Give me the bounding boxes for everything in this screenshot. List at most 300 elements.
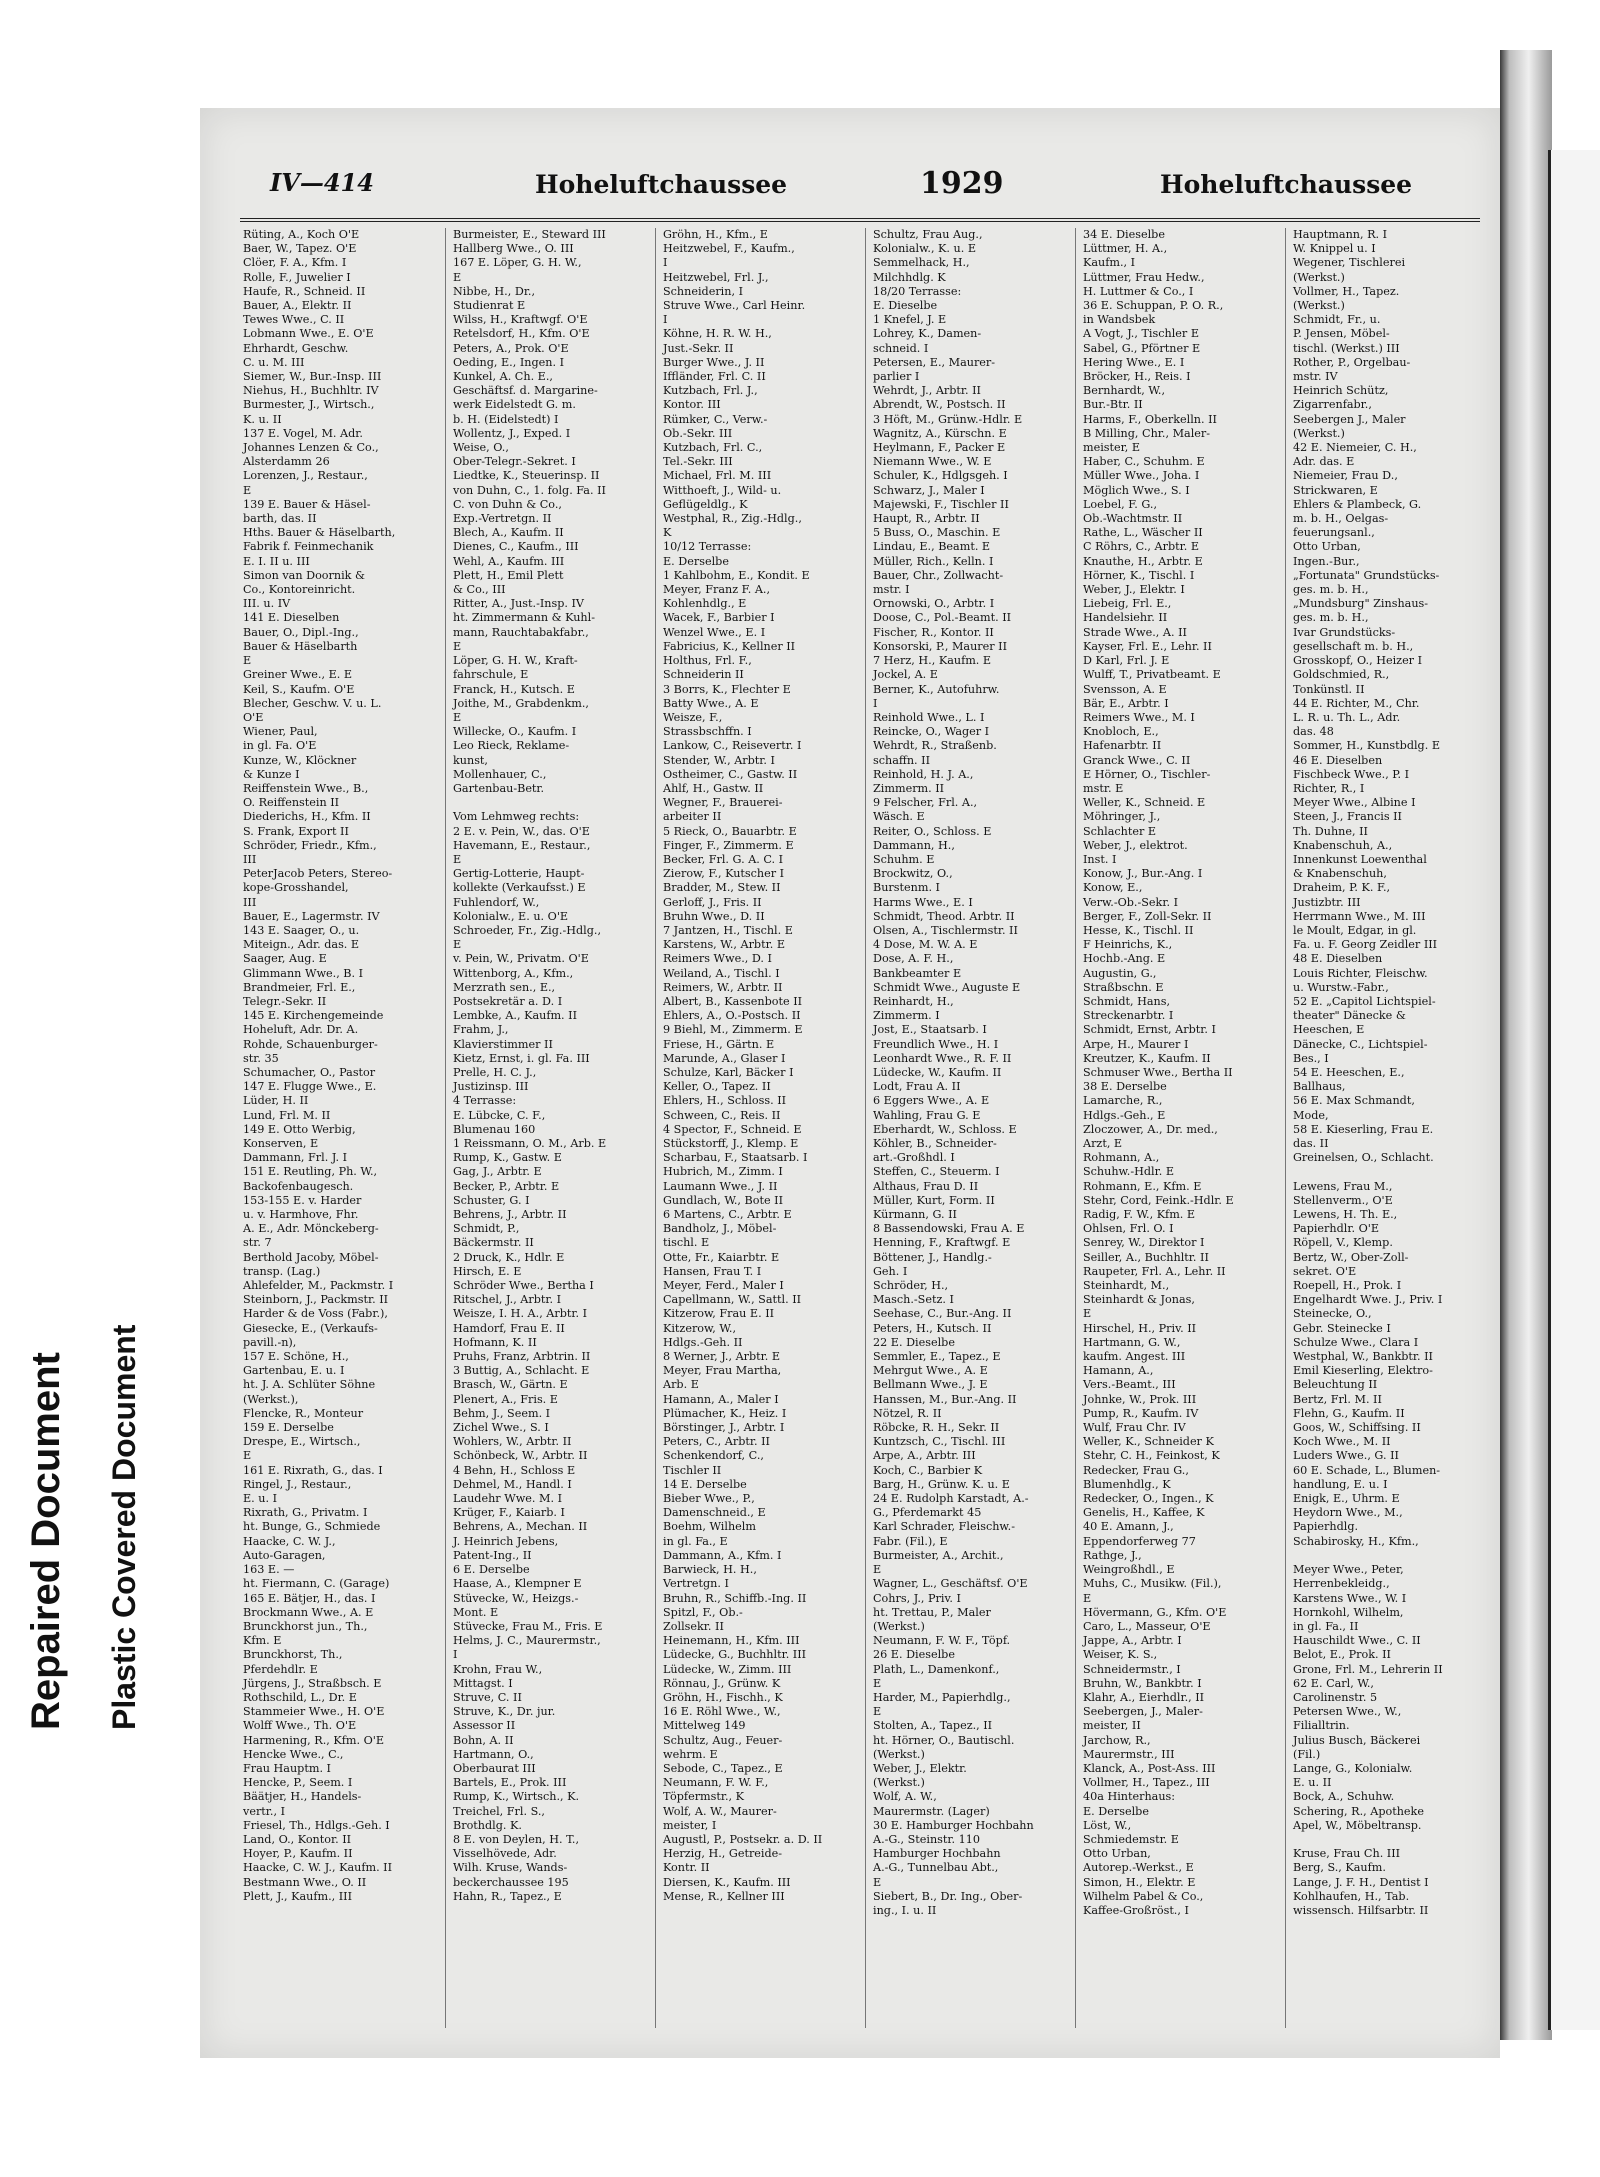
directory-entry-line: Bes., I — [1293, 1051, 1329, 1065]
directory-entry-line: Luders Wwe., G. II — [1293, 1449, 1399, 1463]
directory-entry-line: Mense, R., Kellner III — [663, 1889, 785, 1903]
directory-entry-line: Treichel, Frl. S., — [453, 1804, 545, 1818]
directory-entry-line: Bieber Wwe., P., — [663, 1492, 755, 1506]
directory-entry-line: Eppendorferweg 77 — [1083, 1534, 1196, 1548]
directory-entry-line: Dienes, C., Kaufm., III — [453, 540, 579, 554]
directory-entry-line: Meyer, Ferd., Maler I — [663, 1279, 784, 1293]
directory-entry-line: Liebeig, Frl. E., — [1083, 597, 1172, 611]
directory-entry-line: Glimmann Wwe., B. I — [243, 966, 364, 980]
directory-entry-line: Fuhlendorf, W., — [453, 895, 540, 909]
directory-entry-line: Apel, W., Möbeltransp. — [1293, 1818, 1422, 1832]
directory-entry-line: Brunckhorst, Th., — [243, 1648, 343, 1662]
directory-entry-line: Hornkohl, Wilhelm, — [1293, 1605, 1404, 1619]
directory-entry-line: Handelsiehr. II — [1083, 611, 1168, 625]
directory-entry-line: Klanck, A., Post-Ass. III — [1083, 1761, 1216, 1775]
directory-entry-line: 38 E. Derselbe — [1083, 1080, 1167, 1094]
directory-entry-line: Plümacher, K., Heiz. I — [663, 1406, 787, 1420]
directory-entry-line: Blumenau 160 — [453, 1122, 536, 1136]
directory-entry-line: Friese, H., Gärtn. E — [663, 1037, 775, 1051]
directory-entry-line: Berner, K., Autofuhrw. — [873, 682, 1000, 696]
directory-entry-line: 4 Spector, F., Schneid. E — [663, 1122, 802, 1136]
directory-entry-line: Lorenzen, J., Restaur., — [243, 469, 368, 483]
directory-entry-line: 36 E. Schuppan, P. O. R., — [1083, 299, 1224, 313]
directory-entry-line: Merzrath sen., E., — [453, 980, 556, 994]
directory-entry-line: Plath, L., Damenkonf., — [873, 1662, 1000, 1676]
directory-entry-line: Johannes Lenzen & Co., — [243, 441, 379, 455]
directory-entry-line: Wacek, F., Barbier I — [663, 611, 775, 625]
directory-entry-line: 1 Reissmann, O. M., Arb. E — [453, 1137, 607, 1150]
directory-entry-line: Meyer, Franz F. A., — [663, 583, 771, 597]
directory-entry-line: Oberbaurat III — [453, 1761, 536, 1775]
directory-entry-line: 22 E. Dieselbe — [873, 1335, 955, 1349]
directory-entry-line: 8 Werner, J., Arbtr. E — [663, 1350, 781, 1364]
directory-entry-line: 161 E. Rixrath, G., das. I — [243, 1463, 383, 1477]
directory-entry-line: ges. m. b. H., — [1293, 583, 1369, 597]
directory-entry-line: 30 E. Hamburger Hochbahn — [873, 1818, 1034, 1832]
directory-entry-line: E — [873, 1563, 882, 1577]
directory-entry-line: Töpfermstr., K — [663, 1790, 745, 1804]
directory-entry-line: Wehl, A., Kaufm. III — [453, 554, 565, 568]
directory-entry-line: H. Luttmer & Co., I — [1083, 284, 1194, 298]
directory-entry-line: Ob.-Wachtmstr. II — [1083, 512, 1183, 526]
directory-entry-line: vertr., I — [243, 1804, 285, 1818]
directory-entry-line: A Vogt, J., Tischler E — [1083, 327, 1199, 341]
directory-entry-line: Bär, E., Arbtr. I — [1083, 696, 1169, 710]
directory-entry-line: Weisze, F., — [663, 710, 723, 724]
directory-entry-line: str. 7 — [243, 1236, 272, 1250]
directory-entry-line: Backofenbaugesch. — [243, 1179, 354, 1193]
directory-entry-line: Behrens, A., Mechan. II — [453, 1520, 588, 1534]
directory-column-5 — [1080, 228, 1286, 2028]
directory-entry-line: Schmidt, Theod. Arbtr. II — [873, 909, 1015, 923]
directory-entry-line: Strade Wwe., A. II — [1083, 625, 1187, 639]
directory-entry-line: 149 E. Otto Werbig, — [243, 1122, 356, 1136]
directory-entry-line: Kfm. E — [243, 1634, 282, 1648]
directory-entry-line: Blecher, Geschw. V. u. L. — [243, 696, 382, 710]
directory-entry-line: Jost, E., Staatsarb. I — [873, 1023, 987, 1037]
directory-entry-line: Röbcke, R. H., Sekr. II — [873, 1421, 1000, 1435]
directory-entry-line: Wolf, A. W., Maurer- — [663, 1804, 777, 1818]
directory-entry-line: Autorep.-Werkst., E — [1083, 1861, 1194, 1875]
directory-entry-line: 52 E. „Capitol Lichtspiel- — [1293, 994, 1436, 1008]
directory-entry-line: E. I. II u. III — [243, 554, 310, 568]
directory-entry-line: 153-155 E. v. Harder — [243, 1193, 362, 1207]
directory-entry-line: Haufe, R., Schneid. II — [243, 284, 366, 298]
directory-entry-line: Keil, S., Kaufm. O'E — [243, 682, 355, 696]
directory-entry-line: Blumenhdlg., K — [1083, 1477, 1171, 1491]
directory-entry-line: Haber, C., Schuhm. E — [1083, 455, 1205, 469]
directory-entry-line: Wegner, F., Brauerei- — [663, 796, 783, 810]
directory-entry-line: barth, das. II — [243, 512, 317, 526]
directory-entry-line: Rümker, C., Verw.- — [663, 412, 768, 426]
directory-entry-line: Hartmann, G. W., — [1083, 1335, 1181, 1349]
directory-entry-line: Helms, J. C., Maurermstr., — [453, 1634, 601, 1648]
directory-entry-line: Kolonialw., E. u. O'E — [453, 909, 569, 923]
directory-entry-line: Koch Wwe., M. II — [1293, 1435, 1391, 1449]
directory-entry-line: Plenert, A., Fris. E — [453, 1392, 558, 1406]
directory-entry-line: tischl. E — [663, 1236, 710, 1250]
directory-entry-line: m. b. H., Oelgas- — [1293, 512, 1389, 526]
directory-entry-line: Kuntzsch, C., Tischl. III — [873, 1435, 1006, 1449]
directory-entry-line: Lüdecke, W., Kaufm. II — [873, 1065, 1002, 1079]
directory-entry-line: F Heinrichs, K., — [1083, 938, 1173, 952]
directory-entry-line: 5 Buss, O., Maschin. E — [873, 526, 1001, 540]
directory-entry-line: (Werkst.) — [1293, 426, 1345, 440]
directory-entry-line: E — [453, 852, 462, 866]
directory-entry-line: 6 E. Derselbe — [453, 1563, 530, 1577]
directory-entry-line: Jockel, A. E — [873, 668, 938, 682]
directory-entry-line: Willecke, O., Kaufm. I — [453, 725, 577, 739]
directory-entry-line: Liedtke, K., Steuerinsp. II — [453, 469, 600, 483]
directory-entry-line: Lankow, C., Reisevertr. I — [663, 739, 802, 753]
directory-entry-line: Vollmer, H., Tapez. — [1293, 284, 1400, 298]
directory-entry-line: 34 E. Dieselbe — [1083, 228, 1165, 241]
directory-entry-line: Dänecke, C., Lichtspiel- — [1293, 1037, 1428, 1051]
directory-entry-line: Seehase, C., Bur.-Ang. II — [873, 1307, 1012, 1321]
directory-entry-line: Spitzl, F., Ob.- — [663, 1605, 743, 1619]
directory-entry-line: Gröhn, H., Kfm., E — [663, 228, 768, 241]
directory-entry-line: Weisze, I. H. A., Arbtr. I — [453, 1307, 588, 1321]
directory-entry-line: Kürmann, G. II — [873, 1208, 957, 1222]
directory-entry-line: b. H. (Eidelstedt) I — [453, 412, 559, 426]
directory-entry-line: Senrey, W., Direktor I — [1083, 1236, 1205, 1250]
directory-entry-line: Bruhn Wwe., D. II — [663, 909, 765, 923]
directory-entry-line: kope-Grosshandel, — [243, 881, 349, 895]
directory-entry-line: Möhringer, J., — [1083, 810, 1161, 824]
directory-entry-line: Vollmer, H., Tapez., III — [1083, 1776, 1210, 1790]
directory-entry-line: mstr. I — [873, 583, 910, 597]
directory-entry-line: Wagnitz, A., Kürschn. E — [873, 426, 1007, 440]
directory-entry-line: Fischer, R., Kontor. II — [873, 625, 994, 639]
directory-entry-line: ht. Hörner, O., Bautischl. — [873, 1733, 1015, 1747]
directory-entry-line: Henning, F., Kraftwgf. E — [873, 1236, 1011, 1250]
directory-entry-line: Pruhs, Franz, Arbtrin. II — [453, 1350, 591, 1364]
directory-entry-line — [450, 796, 655, 810]
directory-entry-line: schneid. I — [873, 341, 929, 355]
directory-entry-line: Auto-Garagen, — [243, 1548, 326, 1562]
directory-entry-line: Strassbschffn. I — [663, 725, 752, 739]
directory-entry-line: Frahm, J., — [453, 1023, 509, 1037]
directory-entry-line: Dammann, Frl. J. I — [243, 1151, 347, 1165]
directory-entry-line: Brothdlg. K. — [453, 1818, 522, 1832]
directory-entry-line: Schuhm. E — [873, 852, 935, 866]
directory-entry-line: Althaus, Frau D. II — [873, 1179, 979, 1193]
directory-entry-line: Wollentz, J., Exped. I — [453, 426, 571, 440]
directory-entry-line: in gl. Fa. O'E — [243, 739, 317, 753]
directory-entry-line: (Werkst.) — [873, 1747, 925, 1761]
directory-entry-line: Lund, Frl. M. II — [243, 1108, 331, 1122]
directory-entry-line: Hamburger Hochbahn — [873, 1847, 1001, 1861]
directory-entry-line: Augustl, P., Postsekr. a. D. II — [663, 1832, 823, 1846]
directory-entry-line: Harder & de Voss (Fabr.), — [243, 1307, 388, 1321]
directory-entry-line: Strickwaren, E — [1293, 483, 1378, 497]
directory-entry-line: ht. Fiermann, C. (Garage) — [243, 1577, 390, 1591]
directory-entry-line: mstr. E — [1083, 781, 1124, 795]
directory-entry-line: Co., Kontoreinricht. — [243, 583, 356, 597]
directory-entry-line: Majewski, F., Tischler II — [873, 497, 1009, 511]
directory-entry-line: Hofmann, K. II — [453, 1335, 537, 1349]
directory-entry-line: Weber, J., elektrot. — [1083, 838, 1188, 852]
directory-entry-line: Postsekretär a. D. I — [453, 994, 563, 1008]
directory-entry-line: Greiner Wwe., E. E — [243, 668, 353, 682]
directory-entry-line: E. Dieselbe — [873, 299, 938, 313]
directory-entry-line: Steen, J., Francis II — [1293, 810, 1402, 824]
directory-entry-line: Heylmann, F., Packer E — [873, 441, 1006, 455]
directory-page — [200, 108, 1500, 2058]
directory-entry-line: Eberhardt, W., Schloss. E — [873, 1122, 1017, 1136]
directory-entry-line: Neumann, F. W. F., Töpf. — [873, 1634, 1011, 1648]
directory-entry-line: III. u. IV — [243, 597, 291, 611]
directory-entry-line: Löst, W., — [1083, 1818, 1132, 1832]
directory-entry-line: 60 E. Schade, L., Blumen- — [1293, 1463, 1441, 1477]
directory-entry-line: Reiter, O., Schloss. E — [873, 824, 992, 838]
directory-entry-line: Simon van Doornik & — [243, 568, 365, 582]
directory-entry-line: Westphal, R., Zig.-Hdlg., — [663, 512, 802, 526]
directory-entry-line: Peters, H., Kutsch. II — [873, 1321, 992, 1335]
directory-entry-line: Gundlach, W., Bote II — [663, 1193, 784, 1207]
directory-entry-line: Konsorski, P., Maurer II — [873, 639, 1008, 653]
directory-entry-line: Lange, G., Kolonialw. — [1293, 1761, 1413, 1775]
directory-entry-line: W. Knippel u. I — [1293, 242, 1376, 256]
directory-entry-line: Michael, Frl. M. III — [663, 469, 772, 483]
directory-entry-line: Reiffenstein Wwe., B., — [243, 781, 369, 795]
directory-entry-line: Hdlgs.-Geh., E — [1083, 1108, 1166, 1122]
directory-entry-line: Nötzel, R. II — [873, 1406, 942, 1420]
directory-entry-line: Just.-Sekr. II — [663, 341, 734, 355]
directory-entry-line: Struve Wwe., Carl Heinr. — [663, 299, 806, 313]
directory-entry-line: Bertz, Frl. M. II — [1293, 1392, 1382, 1406]
directory-entry-line: 6 Eggers Wwe., A. E — [873, 1094, 990, 1108]
directory-entry-line: 58 E. Kieserling, Frau E. — [1293, 1122, 1434, 1136]
directory-entry-line: Bauer & Häselbarth — [243, 639, 358, 653]
directory-entry-line: Mont. E — [453, 1605, 499, 1619]
directory-column-3 — [660, 228, 866, 2028]
directory-entry-line: Harms, F., Oberkelln. II — [1083, 412, 1217, 426]
directory-entry-line: 6 Martens, C., Arbtr. E — [663, 1208, 792, 1222]
directory-entry-line: Alsterdamm 26 — [243, 455, 330, 469]
directory-entry-line: Lewens, Frau M., — [1293, 1179, 1393, 1193]
directory-entry-line: arbeiter II — [663, 810, 722, 824]
page-edge — [1500, 50, 1552, 2040]
directory-entry-line: L. R. u. Th. L., Adr. — [1293, 710, 1401, 724]
directory-entry-line: I — [453, 1648, 458, 1662]
directory-entry-line: in gl. Fa., II — [1293, 1619, 1359, 1633]
directory-entry-line: Klavierstimmer II — [453, 1037, 553, 1051]
directory-entry-line: Maurermstr. (Lager) — [873, 1804, 990, 1818]
directory-entry-line: Oeding, E., Ingen. I — [453, 355, 564, 369]
directory-entry-line: Schlachter E — [1083, 824, 1157, 838]
directory-entry-line: Clöer, F. A., Kfm. I — [243, 256, 347, 270]
directory-entry-line: Prelle, H. C. J., — [453, 1065, 537, 1079]
directory-entry-line: Frau Hauptm. I — [243, 1761, 331, 1775]
directory-entry-line: Ober-Telegr.-Sekret. I — [453, 455, 576, 469]
directory-entry-line: Hochb.-Ang. E — [1083, 952, 1166, 966]
directory-entry-line: Hamann, A., Maler I — [663, 1392, 779, 1406]
directory-entry-line: Dammann, H., — [873, 838, 955, 852]
directory-entry-line: Steinborn, J., Packmstr. II — [243, 1293, 389, 1307]
directory-entry-line: Hoheluft, Adr. Dr. A. — [243, 1023, 359, 1037]
directory-entry-line: Harmening, R., Kfm. O'E — [243, 1733, 384, 1747]
directory-entry-line: Bruhn, R., Schiffb.-Ing. II — [663, 1591, 807, 1605]
directory-entry-line: Harms Wwe., E. I — [873, 895, 973, 909]
directory-entry-line: Jarchow, R., — [1083, 1733, 1151, 1747]
directory-entry-line: Bernhardt, W., — [1083, 384, 1166, 398]
directory-entry-line: parlier I — [873, 370, 920, 384]
directory-entry-line: Lüdecke, W., Zimm. III — [663, 1662, 792, 1676]
directory-entry-line: E — [1083, 1591, 1092, 1605]
directory-entry-line: Witthoeft, J., Wild- u. — [663, 483, 782, 497]
directory-entry-line: Mode, — [1293, 1108, 1329, 1122]
street-name-left: Hoheluftchaussee — [535, 170, 788, 199]
directory-entry-line: Lobmann Wwe., E. O'E — [243, 327, 374, 341]
directory-entry-line: Otto Urban, — [1083, 1847, 1151, 1861]
directory-entry-line: Hirsch, E. E — [453, 1264, 522, 1278]
directory-entry-line: Meyer, Frau Martha, — [663, 1364, 782, 1378]
directory-entry-line: Tewes Wwe., C. II — [243, 313, 345, 327]
directory-entry-line: Rother, P., Orgelbau- — [1293, 355, 1411, 369]
directory-entry-line: Th. Duhne, II — [1293, 824, 1368, 838]
directory-column-1 — [240, 228, 446, 2028]
directory-column-2 — [450, 228, 656, 2028]
directory-entry-line: Petersen, E., Maurer- — [873, 355, 996, 369]
directory-entry-line: Siebert, B., Dr. Ing., Ober- — [873, 1889, 1023, 1903]
directory-entry-line: 18/20 Terrasse: — [873, 284, 962, 298]
directory-entry-line: Muhs, C., Musikw. (Fil.), — [1083, 1577, 1222, 1591]
directory-entry-line: Stellenverm., O'E — [1293, 1193, 1393, 1207]
directory-entry-line: Ringel, J., Restaur., — [243, 1477, 352, 1491]
directory-entry-line: (Werkst.) — [873, 1619, 925, 1633]
directory-entry-line: Niehus, H., Buchhltr. IV — [243, 384, 379, 398]
directory-entry-line: Albert, B., Kassenbote II — [663, 994, 803, 1008]
directory-entry-line: A.-G., Tunnelbau Abt., — [873, 1861, 999, 1875]
directory-entry-line: Struve, C. II — [453, 1690, 522, 1704]
directory-entry-line: 163 E. — — [243, 1563, 295, 1577]
directory-entry-line: Ehlers & Plambeck, G. — [1293, 497, 1422, 511]
directory-entry-line: 143 E. Saager, O., u. — [243, 923, 360, 937]
directory-entry-line: Vertretgn. I — [663, 1577, 729, 1591]
directory-entry-line: Burmester, J., Wirtsch., — [243, 398, 375, 412]
directory-entry-line: III — [243, 852, 257, 866]
directory-entry-line: Otto Urban, — [1293, 540, 1361, 554]
directory-entry-line: Ornowski, O., Arbtr. I — [873, 597, 995, 611]
directory-entry-line: Vers.-Beamt., III — [1083, 1378, 1176, 1392]
directory-entry-line: Niemann Wwe., W. E — [873, 455, 992, 469]
directory-entry-line: Lamarche, R., — [1083, 1094, 1163, 1108]
directory-entry-line: Dehmel, M., Handl. I — [453, 1477, 572, 1491]
directory-entry-line: Krohn, Frau W., — [453, 1662, 543, 1676]
page-header — [240, 158, 1480, 222]
directory-entry-line: Heeschen, E — [1293, 1023, 1365, 1037]
directory-entry-line: das. 48 — [1293, 725, 1334, 739]
directory-entry-line: Wahling, Frau G. E — [873, 1108, 981, 1122]
directory-entry-line: Richter, R., I — [1293, 781, 1365, 795]
directory-entry-line: Wilss, H., Kraftwgf. O'E — [453, 313, 588, 327]
directory-entry-line: Pferdehdlr. E — [243, 1662, 318, 1676]
directory-entry-line: Schmidt Wwe., Auguste E — [873, 980, 1021, 994]
directory-entry-line: C. u. M. III — [243, 355, 305, 369]
directory-entry-line: Röpell, V., Klemp. — [1293, 1236, 1393, 1250]
directory-entry-line: von Duhn, C., 1. folg. Fa. II — [453, 483, 606, 497]
directory-entry-line: Tonkünstl. II — [1293, 682, 1365, 696]
directory-entry-line: Gröhn, H., Fischh., K — [663, 1690, 783, 1704]
directory-entry-line: Bauer, A., Elektr. II — [243, 299, 352, 313]
directory-entry-line: Scharbau, F., Staatsarb. I — [663, 1151, 808, 1165]
directory-entry-line: E — [243, 654, 252, 668]
directory-entry-line: Telegr.-Sekr. II — [243, 994, 327, 1008]
directory-entry-line: Weingroßhdl., E — [1083, 1563, 1175, 1577]
directory-entry-line: Ritschel, J., Arbtr. I — [453, 1293, 562, 1307]
directory-entry-line: & Kunze I — [243, 767, 300, 781]
directory-entry-line: Hering Wwe., E. I — [1083, 355, 1185, 369]
directory-entry-line: Herrmann Wwe., M. III — [1293, 909, 1426, 923]
directory-entry-line: Struve, K., Dr. jur. — [453, 1705, 556, 1719]
directory-entry-line: E — [453, 270, 462, 284]
directory-entry-line: Behrens, J., Arbtr. II — [453, 1208, 567, 1222]
directory-entry-line: sekret. O'E — [1293, 1264, 1357, 1278]
directory-entry-line: schaffn. II — [873, 753, 930, 767]
directory-entry-line: Burmeister, A., Archit., — [873, 1548, 1004, 1562]
directory-entry-line: Wulf, Frau Chr. IV — [1083, 1421, 1186, 1435]
directory-entry-line: Wilhelm Pabel & Co., — [1083, 1889, 1204, 1903]
directory-entry-line: Gartenbau, E. u. I — [243, 1364, 345, 1378]
directory-entry-line: Hamann, A., — [1083, 1364, 1154, 1378]
directory-entry-line: E — [453, 710, 462, 724]
directory-entry-line: Rathe, L., Wäscher II — [1083, 526, 1203, 540]
directory-entry-line: Semmler, E., Tapez., E — [873, 1350, 1001, 1364]
directory-entry-line: Granck Wwe., C. II — [1083, 753, 1191, 767]
directory-entry-line: Grone, Frl. M., Lehrerin II — [1293, 1662, 1443, 1676]
directory-entry-line: Stüvecke, Frau M., Fris. E — [453, 1619, 603, 1633]
directory-entry-line: ges. m. b. H., — [1293, 611, 1369, 625]
directory-entry-line: Dose, A. F. H., — [873, 952, 954, 966]
directory-entry-line: Brandmeier, Frl. E., — [243, 980, 356, 994]
directory-entry-line: Hauptmann, R. I — [1293, 228, 1388, 241]
directory-entry-line: Keller, O., Tapez. II — [663, 1080, 771, 1094]
directory-entry-line: Emil Kieserling, Elektro- — [1293, 1364, 1433, 1378]
directory-entry-line: 165 E. Bätjer, H., das. I — [243, 1591, 376, 1605]
directory-entry-line: Hansen, Frau T. I — [663, 1264, 762, 1278]
directory-entry-line: 139 E. Bauer & Häsel- — [243, 497, 371, 511]
directory-entry-line: Burstenm. I — [873, 881, 940, 895]
directory-entry-line: Laudehr Wwe. M. I — [453, 1492, 562, 1506]
directory-entry-line: Caro, L., Masseur, O'E — [1083, 1619, 1211, 1633]
directory-entry-line: 54 E. Heeschen, E., — [1293, 1065, 1405, 1079]
directory-entry-line: Konow, E., — [1083, 881, 1143, 895]
directory-entry-line: Knobloch, E., — [1083, 725, 1159, 739]
directory-entry-line: Lange, J. F. H., Dentist I — [1293, 1875, 1429, 1889]
directory-entry-line: Schmiedemstr. E — [1083, 1832, 1179, 1846]
directory-entry-line: Plett, H., Emil Plett — [453, 568, 564, 582]
directory-entry-line: Schmidt, P., — [453, 1222, 520, 1236]
directory-entry-line: Verw.-Ob.-Sekr. I — [1083, 895, 1178, 909]
directory-entry-line: Konow, J., Bur.-Ang. I — [1083, 867, 1203, 881]
directory-entry-line: Ingen.-Bur., — [1293, 554, 1360, 568]
directory-entry-line: Gebr. Steinecke I — [1293, 1321, 1391, 1335]
directory-entry-line: gesellschaft m. b. H., — [1293, 639, 1414, 653]
directory-entry-line: 7 Jantzen, H., Tischl. E — [663, 923, 793, 937]
directory-entry-line: Westphal, W., Bankbtr. II — [1293, 1350, 1433, 1364]
directory-entry-line: Seiller, A., Buchhltr. II — [1083, 1250, 1209, 1264]
directory-entry-line: 2 E. v. Pein, W., das. O'E — [453, 824, 590, 838]
directory-entry-line: Weber, J., Elektr. I — [1083, 583, 1185, 597]
directory-entry-line: E — [873, 1875, 882, 1889]
directory-entry-line: Krüger, F., Kaiarb. I — [453, 1506, 565, 1520]
directory-entry-line: Lodt, Frau A. II — [873, 1080, 961, 1094]
directory-entry-line: Kayser, Frl. E., Lehr. II — [1083, 639, 1212, 653]
directory-entry-line: Gertig-Lotterie, Haupt- — [453, 867, 585, 881]
directory-entry-line: wissensch. Hilfsarbtr. II — [1293, 1903, 1429, 1917]
directory-entry-line: ht. Bunge, G., Schmiede — [243, 1520, 381, 1534]
